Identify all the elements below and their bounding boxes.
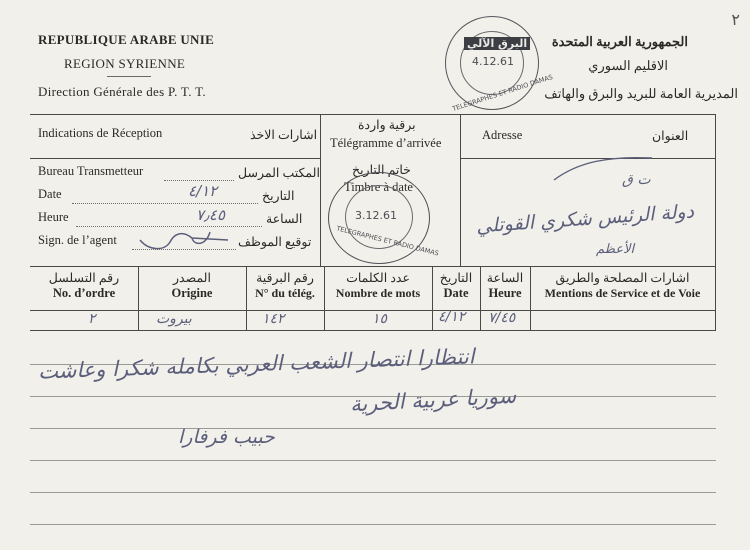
- col-telno-fr: N° du télég.: [255, 286, 315, 300]
- col-date-fr: Date: [443, 286, 469, 300]
- header-region: REGION SYRIENNE: [64, 56, 186, 71]
- message-line-2: سوريا عربية الحرية: [349, 383, 517, 417]
- col-ordre-header: [30, 270, 138, 301]
- col-heure-fr: Heure: [488, 286, 522, 300]
- indications-label: Indications de Réception: [38, 126, 163, 140]
- value-heure: ٧/٤٥: [488, 310, 516, 326]
- row-bureau-label: Bureau Transmetteur: [38, 164, 144, 178]
- adresse-label-ar: العنوان: [652, 129, 689, 143]
- row-bureau-label-ar: المكتب المرسل: [238, 166, 320, 180]
- row-sign-label-ar: توقيع الموظف: [238, 235, 312, 249]
- header-direction: Direction Générale des P. T. T.: [38, 84, 206, 99]
- adresse-label: Adresse: [482, 128, 523, 142]
- col-origine-ar: المصدر: [173, 271, 211, 285]
- col-mots-ar: عدد الكلمات: [346, 271, 410, 285]
- agent-signature: [134, 216, 234, 256]
- handwritten-address-line1: دولة الرئيس شكري القوتلي: [475, 200, 695, 238]
- col-mentions-ar: اشارات المصلحة والطريق: [555, 271, 690, 285]
- row-bureau-dots: [164, 180, 234, 181]
- header-republic-ar: الجمهورية العربية المتحدة: [551, 34, 688, 49]
- col-heure-ar: الساعة: [486, 271, 524, 285]
- frame-right-edge: [715, 114, 716, 330]
- col-heure-header: [480, 270, 530, 301]
- telegram-label-ar: برقية واردة: [358, 118, 416, 132]
- header-republic: REPUBLIQUE ARABE UNIE: [38, 32, 215, 47]
- col-telno-ar: رقم البرقية: [256, 271, 314, 285]
- col-mots-header: [324, 270, 432, 301]
- message-line-1: انتظارا انتصار الشعب العربي بكامله شكرا وعاشت: [37, 344, 475, 384]
- col-origine-fr: Origine: [171, 286, 213, 300]
- message-rule-4: [30, 460, 716, 461]
- message-rule-6: [30, 524, 716, 525]
- corner-mark: ٢: [731, 12, 740, 29]
- table-bottom-line: [30, 330, 716, 331]
- value-mots: ١٥: [372, 311, 388, 327]
- postmark-top-ring-text: TELEGRAPHES ET RADIO DAMAS: [451, 72, 554, 114]
- handwritten-address-top: ت ق: [622, 172, 651, 188]
- col-telno-header: [246, 270, 324, 301]
- col-ordre-fr: No. d’ordre: [52, 286, 116, 300]
- timbre-label: Timbre à date: [344, 180, 413, 194]
- col-date-header: [432, 270, 480, 301]
- header-region-ar: الاقليم السوري: [588, 58, 668, 73]
- col-ordre-ar: رقم التسلسل: [48, 271, 120, 285]
- row-date-label-ar: التاريخ: [262, 189, 295, 203]
- row-date-label: Date: [38, 187, 62, 201]
- value-date: ٤/١٢: [438, 309, 466, 325]
- header-underline: [107, 76, 151, 77]
- message-rule-5: [30, 492, 716, 493]
- header-direction-ar: المديرية العامة للبريد والبرق والهاتف: [544, 86, 738, 101]
- frame-left-subline: [30, 158, 320, 159]
- frame-divider-right: [460, 114, 461, 266]
- handwritten-heure: ٧٫٤٥: [196, 206, 226, 224]
- col-date-ar: التاريخ: [439, 271, 473, 285]
- postmark-top-arabic: البرق الآلي: [464, 37, 530, 50]
- handwritten-address-line2: الأعظم: [596, 242, 635, 257]
- value-origine: بيروت: [156, 311, 192, 327]
- postmark-mid-date: 3.12.61: [355, 209, 397, 222]
- postmark-top: [445, 16, 554, 114]
- col-mots-fr: Nombre de mots: [335, 286, 421, 300]
- postmark-mid: [328, 172, 440, 264]
- handwritten-date: ٤/١٢: [188, 182, 218, 200]
- frame-divider-left: [320, 114, 321, 266]
- message-rule-3: [30, 428, 716, 429]
- postmark-top-date: 4.12.61: [472, 55, 514, 68]
- value-ordre: ٢: [88, 311, 96, 327]
- timbre-label-ar: خاتم التاريخ: [352, 163, 411, 177]
- col-mentions-header: [530, 270, 715, 301]
- row-date-dots: [72, 203, 258, 204]
- value-telno: ١٤٢: [262, 311, 285, 327]
- row-heure-label-ar: الساعة: [266, 212, 303, 226]
- col-mentions-fr: Mentions de Service et de Voie: [544, 286, 701, 300]
- indications-label-ar: اشارات الاخذ: [250, 128, 318, 142]
- col-origine-header: [138, 270, 246, 301]
- row-heure-label: Heure: [38, 210, 69, 224]
- table-top-line: [30, 266, 716, 267]
- row-sign-label: Sign. de l’agent: [38, 233, 117, 247]
- message-signature: حبيب فرفارا: [178, 426, 275, 448]
- postmark-mid-ring-text: TELEGRAPHES ET RADIO DAMAS: [335, 224, 440, 258]
- telegram-label: Télégramme d’arrivée: [330, 136, 442, 150]
- frame-top-line: [30, 114, 716, 115]
